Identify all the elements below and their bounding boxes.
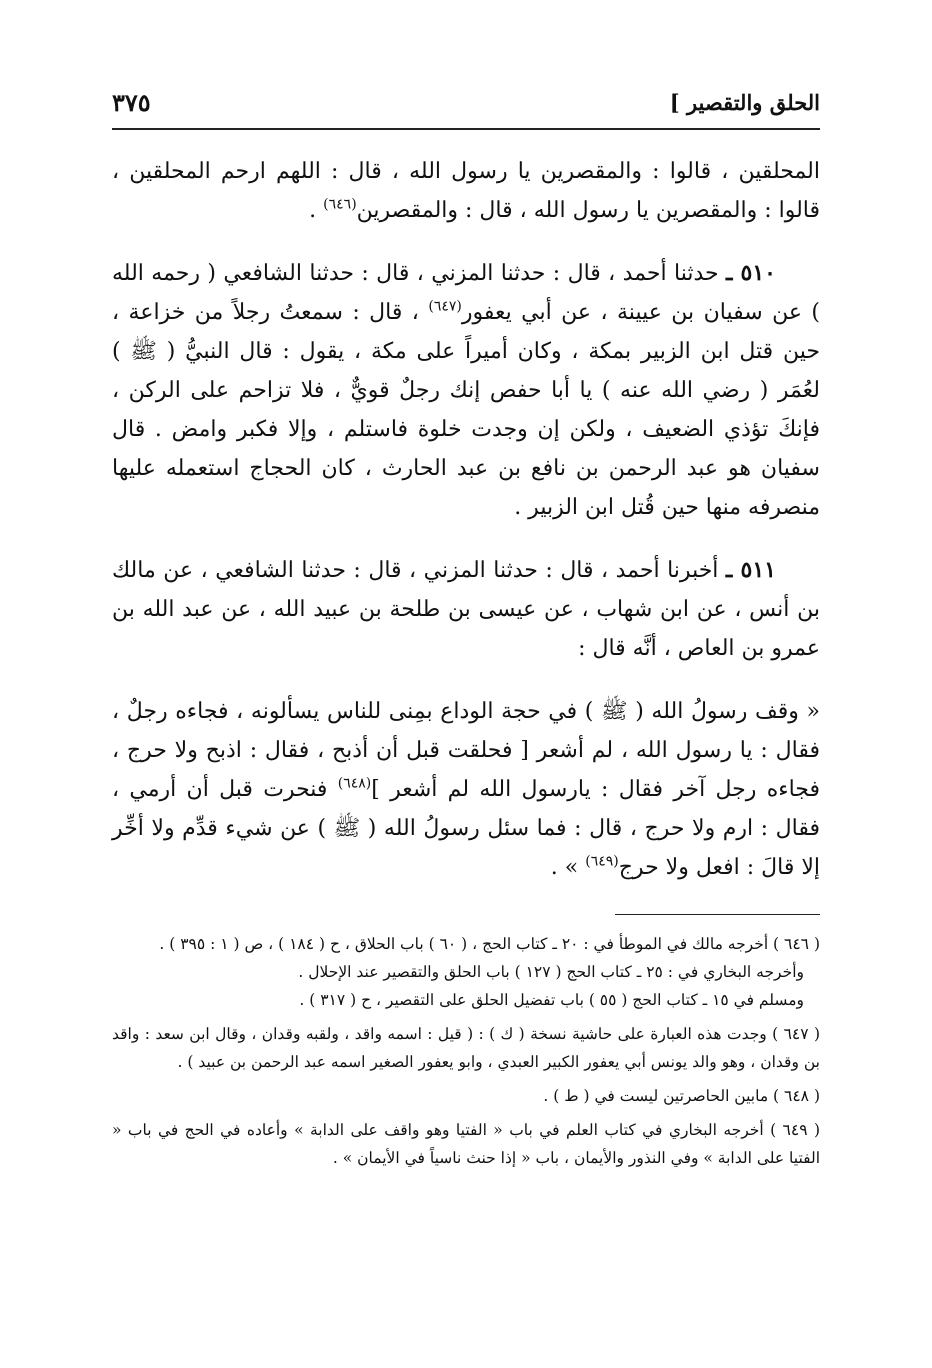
hadith-511: ٥١١ ـ أخبرنا أحمد ، قال : حدثنا المزني ، قال : حدثنا الشافعي ، عن مالك بن أنس ، عن ابن شهاب ، عن عيسى بن طلحة بن عبيد الله ، عن عبد الله بن عمرو بن العاص ، أنَّه قال : (112, 557, 820, 661)
hadith-quote: « وقف رسولُ الله ( ﷺ ) في حجة الوداع بمِنى للناس يسألونه ، فجاءه رجلٌ ، فقال : يا رسول الله ، لم أشعر [ فحلقت قبل أن أذبح ، فقال : اذبح ولا حرج ، فجاءه رجل آخر فقال : يارسول الله لم أشعر ]$^{(٦٤٨)}$ فنحرت قبل أن أرمي ، فقال : ارم ولا حرج ، قال : فما سئل رسولُ الله ( ﷺ ) عن شيء قدِّم ولا أخِّر إلا قالَ : افعل ولا حرج$^{(٦٤٩)}$ » . (112, 699, 820, 880)
header-rule (112, 128, 820, 130)
page-header (112, 84, 820, 124)
footnote-649: ( ٦٤٩ ) أخرجه البخاري في كتاب العلم في باب « الفتيا وهو واقف على الدابة » وأعاده في الحج في باب « الفتيا على الدابة » وفي النذور والأيمان ، باب « إذا حنث ناسياً في الأيمان » . (112, 1121, 820, 1167)
hadith-510: ٥١٠ ـ حدثنا أحمد ، قال : حدثنا المزني ، قال : حدثنا الشافعي ( رحمه الله ) عن سفيان بن عيينة ، عن أبي يعفور$^{(٦٤٧)}$ ، قال : سمعتُ رجلاً من خزاعة ، حين قتل ابن الزبير بمكة ، وكان أميراً على مكة ، يقول : قال النبيُّ ( ﷺ ) لعُمَر ( رضي الله عنه ) يا أبا حفص إنك رجلٌ قويٌّ ، فلا تزاحم على الركن ، فإنكَ تؤذي الضعيف ، ولكن إن وجدت خلوة فاستلم ، وإلا فكبر وامض . قال سفيان هو عبد الرحمن بن نافع بن عبد الحارث ، كان الحجاج استعمله عليها منصرفه منها حين قُتل ابن الزبير . (112, 260, 820, 520)
footnote-647: ( ٦٤٧ ) وجدت هذه العبارة على حاشية نسخة ( ك ) : ( قيل : اسمه واقد ، ولقبه وقدان ، وقال ابن سعد : واقد بن وقدان ، وهو والد يونس أبي يعفور الكبير العبدي ، وابو يعفور الصغير اسمه عبد الرحمن بن عبيد ) . (112, 1025, 820, 1071)
main-text (112, 152, 820, 911)
footnote-648: ( ٦٤٨ ) مابين الحاصرتين ليست في ( ط ) . (543, 1087, 820, 1105)
footnote-ref-647: (٦٤٧) (428, 298, 462, 315)
footnote-646: ( ٦٤٦ ) أخرجه مالك في الموطأ في : ٢٠ ـ كتاب الحج ، ( ٦٠ ) باب الحلاق ، ح ( ١٨٤ ) ، ص ( ١ : ٣٩٥ ) . وأخرجه البخاري في : ٢٥ ـ كتاب الحج ( ١٢٧ ) باب الحلق والتقصير عند الإحلال . ومسلم في ١٥ ـ كتاب الحج ( ٥٥ ) باب تفضيل الحلق على التقصير ، ح ( ٣١٧ ) . (159, 935, 820, 1009)
hadith-number: ٥١٠ ـ (726, 260, 776, 286)
footnote-ref-646: (٦٤٦) (323, 196, 357, 213)
footnote-separator (615, 914, 820, 915)
running-title: الحلق والتقصير ] (669, 90, 820, 115)
hadith-number: ٥١١ ـ (725, 557, 776, 583)
footnotes (112, 930, 820, 1178)
paragraph-continuation: المحلقين ، قالوا : والمقصرين يا رسول الله ، قال : اللهم ارحم المحلقين ، قالوا : والمقصرين يا رسول الله ، قال : والمقصرين$^{(٦٤٦)}$ . (112, 159, 820, 223)
page-number: ٣٧٥ (112, 88, 151, 117)
footnote-ref-648: (٦٤٨) (337, 775, 372, 792)
footnote-ref-649: (٦٤٩) (585, 853, 619, 870)
